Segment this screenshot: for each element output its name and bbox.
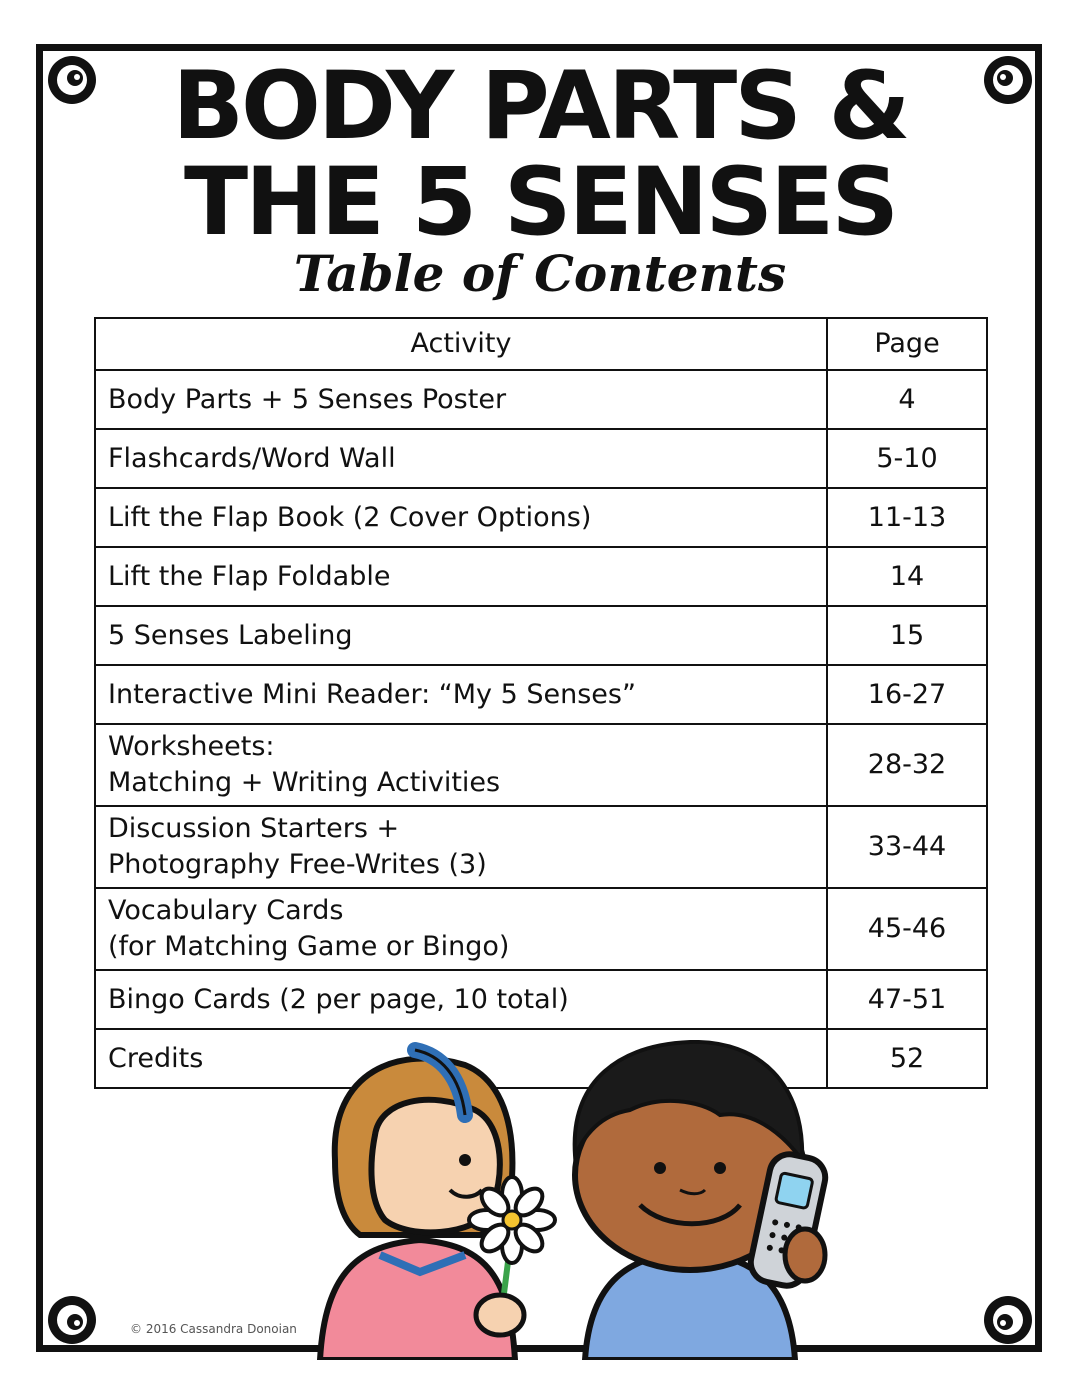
activity-text: Discussion Starters + [108, 813, 400, 844]
activity-text: 5 Senses Labeling [108, 619, 353, 651]
kids-illustration [300, 1040, 860, 1360]
table-row [95, 606, 987, 665]
subtitle: Table of Contents [293, 244, 787, 303]
page-cell: 11-13 [827, 488, 987, 547]
table-header-row [95, 318, 987, 370]
swirl-corner-icon [978, 1290, 1038, 1350]
page-cell: 5-10 [827, 429, 987, 488]
title-line-1: BODY PARTS & [172, 52, 908, 161]
table-row [95, 488, 987, 547]
activity-cell [95, 888, 827, 970]
activity-cell [95, 970, 827, 1029]
activity-text: Body Parts + 5 Senses Poster [108, 383, 507, 415]
activity-text: Bingo Cards (2 per page, 10 total) [108, 983, 569, 1015]
activity-cell [95, 665, 827, 724]
page-cell: 14 [827, 547, 987, 606]
activity-header: Activity [95, 318, 827, 370]
table-row [95, 888, 987, 970]
table-row [95, 970, 987, 1029]
page-cell: 45-46 [827, 888, 987, 970]
activity-text: Lift the Flap Foldable [108, 560, 391, 592]
table-row [95, 665, 987, 724]
activity-text: Interactive Mini Reader: “My 5 Senses” [108, 678, 636, 710]
page-cell: 15 [827, 606, 987, 665]
activity-text: (for Matching Game or Bingo) [108, 931, 510, 962]
table-row [95, 547, 987, 606]
title-line-2: THE 5 SENSES [183, 148, 897, 257]
flower-icon [469, 1177, 555, 1335]
table-row [95, 724, 987, 806]
activity-cell [95, 429, 827, 488]
activity-cell [95, 370, 827, 429]
activity-text: Photography Free-Writes (3) [108, 849, 487, 880]
table-row [95, 370, 987, 429]
page-cell: 4 [827, 370, 987, 429]
contents-table [94, 317, 988, 1089]
page-header: Page [827, 318, 987, 370]
activity-text: Lift the Flap Book (2 Cover Options) [108, 501, 592, 533]
activity-cell [95, 547, 827, 606]
copyright-text: © 2016 Cassandra Donoian [130, 1322, 297, 1336]
swirl-corner-icon [42, 1290, 102, 1350]
activity-text: Vocabulary Cards [108, 895, 344, 926]
page-cell: 16-27 [827, 665, 987, 724]
activity-cell [95, 488, 827, 547]
table-row [95, 429, 987, 488]
activity-cell [95, 606, 827, 665]
page-cell: 47-51 [827, 970, 987, 1029]
activity-text: Matching + Writing Activities [108, 767, 501, 798]
page-cell: 33-44 [827, 806, 987, 888]
table-row [95, 806, 987, 888]
page-cell: 28-32 [827, 724, 987, 806]
activity-cell [95, 724, 827, 806]
activity-cell [95, 806, 827, 888]
activity-text: Worksheets: [108, 731, 275, 762]
activity-text: Flashcards/Word Wall [108, 442, 396, 474]
activity-text: Credits [108, 1042, 204, 1074]
page-cell: 52 [827, 1029, 987, 1088]
